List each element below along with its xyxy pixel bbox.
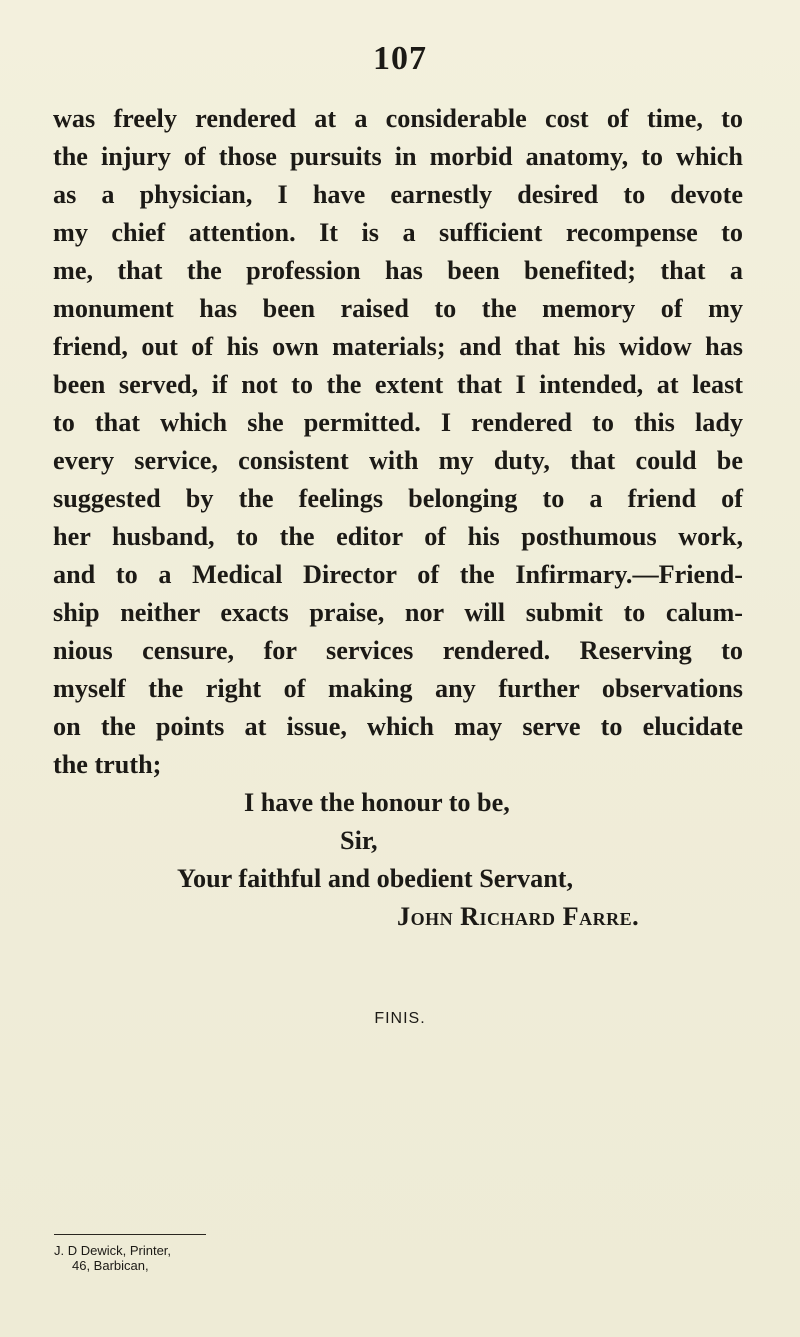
closing-line-salutation: Sir, (340, 826, 378, 855)
text-line: to that which she permitted. I rendered to this lady (53, 408, 743, 437)
imprint-divider (54, 1234, 206, 1235)
text-line: monument has been raised to the memory of my (53, 294, 743, 323)
text-line: suggested by the feelings belonging to a friend of (53, 484, 743, 513)
text-line: myself the right of making any further observations (53, 674, 743, 703)
text-line: the injury of those pursuits in morbid anatomy, to which (53, 142, 743, 171)
text-line: friend, out of his own materials; and that his widow has (53, 332, 743, 361)
text-line: and to a Medical Director of the Infirmary.—Friend- (53, 560, 743, 589)
printer-imprint-line2: 46, Barbican, (72, 1258, 149, 1273)
text-line: as a physician, I have earnestly desired to devote (53, 180, 743, 209)
finis-label: FINIS. (374, 1010, 426, 1027)
text-line-last: the truth; (53, 750, 162, 779)
text-line: nious censure, for services rendered. Reserving to (53, 636, 743, 665)
letter-paragraph (53, 100, 743, 784)
closing-line-honour: I have the honour to be, (244, 788, 510, 817)
text-line: ship neither exacts praise, nor will submit to calum- (53, 598, 743, 627)
text-line: on the points at issue, which may serve to elucidate (53, 712, 743, 741)
text-line: her husband, to the editor of his posthumous work, (53, 522, 743, 551)
text-line: every service, consistent with my duty, that could be (53, 446, 743, 475)
page-number: 107 (373, 40, 427, 77)
signature: John Richard Farre. (397, 902, 640, 931)
printer-imprint-line1: J. D Dewick, Printer, (54, 1243, 172, 1258)
closing-line-servant: Your faithful and obedient Servant, (177, 864, 574, 893)
text-line: was freely rendered at a considerable cost of time, to (53, 104, 743, 133)
text-line: been served, if not to the extent that I intended, at least (53, 370, 743, 399)
text-line: me, that the profession has been benefited; that a (53, 256, 743, 285)
text-line: my chief attention. It is a sufficient recompense to (53, 218, 743, 247)
